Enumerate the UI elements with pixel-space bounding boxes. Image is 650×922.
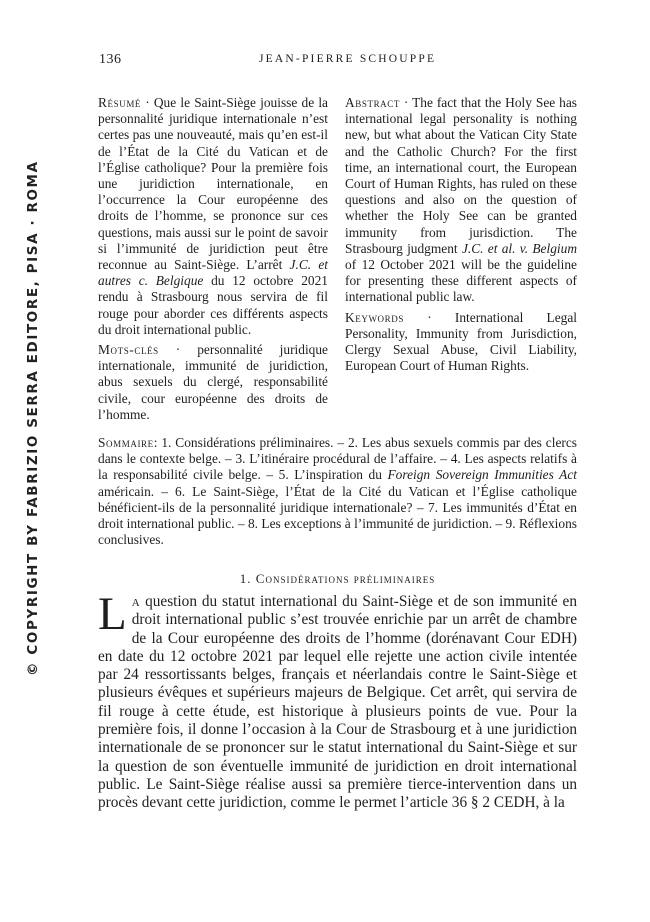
sommaire-text: 1. Considérations préliminaires. – 2. Les abus sexuels commis par des clercs dans le contexte belge. – 3. L’itinéraire procédural de l’affaire. – 4. Les aspects relatifs à la responsabilité civile belge. – 5. L’inspiration du — [98, 435, 577, 483]
body-paragraph — [98, 588, 577, 813]
abstract-paragraph: Abstract · The fact that the Holy See has international legal personality is nothing new, but what about the Vatican City State and the Catholic Church? For the first time, an international court, the European Court of Human Rights, has ruled on these questions and also on the question of whether the Holy See can be granted immunity from jurisdiction. The Strasbourg judgment J.C. et al. v. Belgium of 12 October 2021 will be the guideline for presenting these different aspects of international public law. — [345, 95, 577, 305]
running-head: JEAN-PIERRE SCHOUPPE — [259, 53, 437, 65]
section-heading: 1. Considérations préliminaires — [239, 571, 436, 586]
case-name-en: J.C. et al. v. Belgium — [461, 240, 577, 256]
drop-cap: L — [98, 588, 127, 640]
french-column — [98, 95, 328, 427]
copyright-sidebar — [0, 0, 40, 922]
english-column — [345, 95, 577, 378]
fsia-title: Foreign Sovereign Immunities Act — [387, 467, 577, 483]
sommaire-label: Sommaire — [98, 435, 154, 450]
resume-paragraph: Résumé · Que le Saint-Siège jouisse de la personnalité juridique internationale n’est certes pas une nouveauté, mais qu’en est-il de l’État de la Cité du Vatican et de l’Église catholique? Pour la première fois une juridiction internationale, en l’occurrence la Cour européenne des droits de l’homme, se prononce sur ces questions, mais aussi sur le point de savoir si l’immunité de juridiction peut être reconnue au Saint-Siège. L’arrêt J.C. et autres c. Belgique du 12 octobre 2021 rendu à Strasbourg nous servira de fil rouge pour aborder ces différents aspects du droit international public. — [98, 95, 329, 337]
keywords-paragraph: Keywords · International Legal Personality, Immunity from Jurisdiction, Clergy Sexual Abuse, Civil Liability, European Court of Human Rights. — [345, 309, 578, 374]
keywords-label: Keywords — [345, 309, 404, 325]
body-text: question du statut international du Saint-Siège et de son immunité en droit international public s’est trouvée enrichie par un arrêt de chambre de la Cour européenne des droits de l’homme (dorénavant Cour EDH) en date du 12 octobre 2021 par lequel elle rejette une action civile intentée par 24 ressortissants belges, français et néerlandais contre le Saint-Siège et plusieurs évêques et supérieurs majeurs de Belgique. Cet arrêt, qui servira de fil rouge à cette étude, est historique à plusieurs points de vue. Pour la première fois, il donne l’occasion à la Cour de Strasbourg et à une juridiction internationale de se prononcer sur le statut international du Saint-Siège et sur la question de son éventuelle immunité de juridiction en droit international public. Le Saint-Siège réalise aussi sa première tierce-intervention dans un procès devant cette juridiction, comme le permet l’article 36 § 2 CEDH, à la — [98, 593, 577, 812]
mots-cles-paragraph: Mots-clés · personnalité juridique internationale, immunité de juridiction, abus sexuels du clergé, responsabilité civile, cour européenne des droits de l’homme. — [98, 342, 328, 422]
sommaire-paragraph: Sommaire: 1. Considérations préliminaires. – 2. Les abus sexuels commis par des clercs dans le contexte belge. – 3. L’itinéraire procédural de l’affaire. – 4. Les aspects relatifs à la responsabilité civile belge. – 5. L’inspiration du Foreign Sovereign Immunities Act américain. – 6. Le Saint-Siège, l’État de la Cité du Vatican et l’Église catholique bénéficient-ils de la personnalité juridique internationale? – 7. Les immunités d’État en droit international public. – 8. Les exceptions à l’immunité de juridiction. – 9. Réflexions conclusives. — [98, 435, 577, 548]
abstract-text: The fact that the Holy See has international legal personality is nothing new, but what about the Vatican City State and the Catholic Church? For the first time, an international court, the European Court of Human Rights, has ruled on these questions and also on the question of whether the Holy See can be granted immunity from jurisdiction. The Strasbourg judgment — [345, 95, 577, 256]
copyright-notice: © COPYRIGHT BY FABRIZIO SERRA EDITORE, PISA · ROMA — [25, 160, 41, 676]
case-name-fr: J.C. et autres c. Belgique — [98, 257, 328, 289]
keywords-text: International Legal Personality, Immunity from Jurisdiction, Clergy Sexual Abuse, Civil Liability, European Court of Human Rights. — [345, 309, 578, 374]
mots-cles-label: Mots-clés — [98, 342, 159, 358]
first-word-rest: a — [131, 593, 141, 610]
resume-label: Résumé — [98, 95, 142, 110]
page-number: 136 — [99, 52, 122, 67]
resume-text: Que le Saint-Siège jouisse de la personnalité juridique internationale n’est certes pas une nouveauté, mais qu’en est-il de l’État de la Cité du Vatican et de l’Église catholique? Pour la première fois une juridiction internationale, en l’occurrence la Cour européenne des droits de l’homme, se prononce sur ces questions, mais aussi sur le point de savoir si l’immunité de juridiction peut être reconnue au Saint-Siège. L’arrêt — [98, 95, 328, 273]
mots-cles-text: personnalité juridique internationale, immunité de juridiction, abus sexuels du clergé, responsabilité civile, cour européenne des droits de l’homme. — [98, 342, 328, 422]
abstract-label: Abstract — [345, 95, 400, 110]
